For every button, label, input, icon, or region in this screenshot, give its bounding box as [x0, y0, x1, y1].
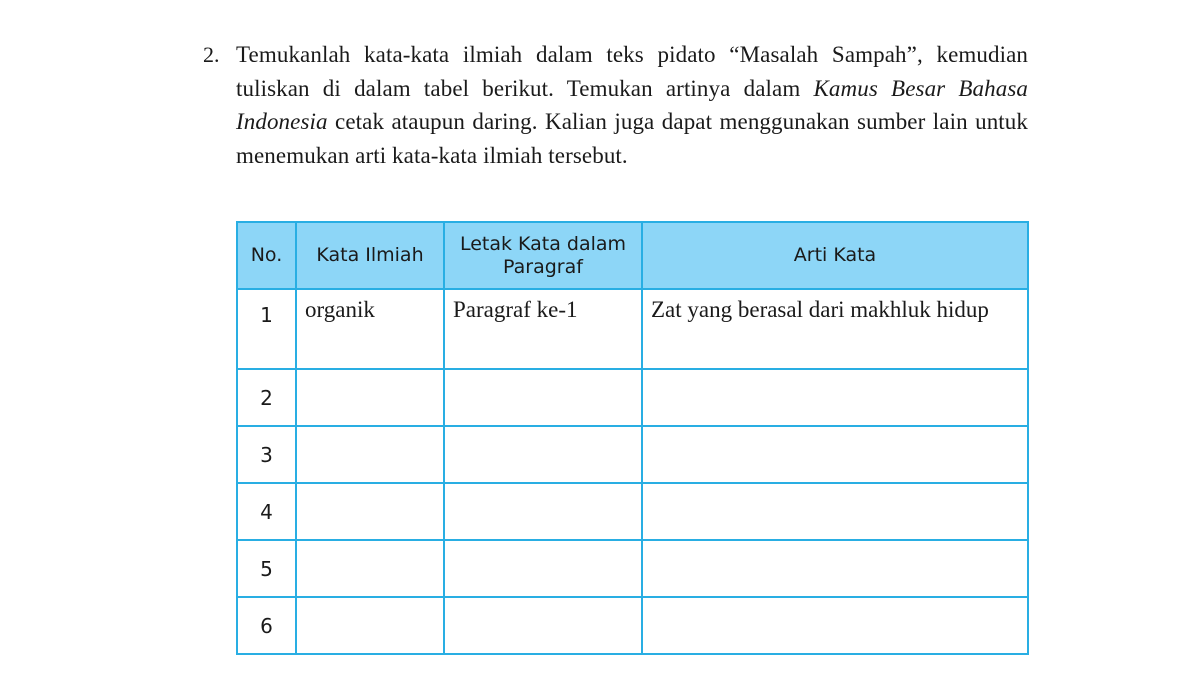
task-instruction: [236, 38, 1028, 172]
dictionary-title: Kamus Besar Bahasa Indonesia: [236, 75, 1028, 134]
table-row: [237, 483, 1028, 540]
cell-arti-kata[interactable]: [642, 369, 1028, 426]
cell-letak-kata[interactable]: [444, 540, 642, 597]
row-number: 1: [237, 289, 296, 369]
cell-letak-kata[interactable]: Paragraf ke-1: [444, 289, 642, 369]
header-kata-ilmiah: Kata Ilmiah: [296, 222, 444, 289]
table-header-row: [237, 222, 1028, 289]
cell-arti-kata[interactable]: Zat yang berasal dari makhluk hidup: [642, 289, 1028, 369]
instruction-text-part1: Temukanlah kata-kata ilmiah dalam teks pidato “Masalah Sampah”, kemudian tuliskan di dalam tabel berikut. Temukan artinya dalam: [236, 42, 1028, 101]
table-row: [237, 540, 1028, 597]
cell-kata-ilmiah[interactable]: [296, 540, 444, 597]
table-row: [237, 597, 1028, 654]
row-number: 2: [237, 369, 296, 426]
row-number: 5: [237, 540, 296, 597]
cell-letak-kata[interactable]: [444, 426, 642, 483]
table-row: [237, 369, 1028, 426]
row-number: 4: [237, 483, 296, 540]
cell-arti-kata[interactable]: [642, 540, 1028, 597]
table-row: [237, 289, 1028, 369]
cell-letak-kata[interactable]: [444, 369, 642, 426]
cell-arti-kata[interactable]: [642, 426, 1028, 483]
cell-letak-kata[interactable]: [444, 597, 642, 654]
row-number: 3: [237, 426, 296, 483]
cell-kata-ilmiah[interactable]: [296, 597, 444, 654]
cell-kata-ilmiah[interactable]: organik: [296, 289, 444, 369]
cell-kata-ilmiah[interactable]: [296, 483, 444, 540]
cell-arti-kata[interactable]: [642, 483, 1028, 540]
header-arti-kata: Arti Kata: [642, 222, 1028, 289]
header-letak-kata: Letak Kata dalam Paragraf: [444, 222, 642, 289]
cell-letak-kata[interactable]: [444, 483, 642, 540]
scientific-words-table: [236, 221, 1029, 655]
header-no: No.: [237, 222, 296, 289]
cell-kata-ilmiah[interactable]: [296, 426, 444, 483]
row-number: 6: [237, 597, 296, 654]
table-row: [237, 426, 1028, 483]
task-item: [203, 38, 1028, 172]
instruction-text-part2: cetak ataupun daring. Kalian juga dapat menggunakan sumber lain untuk menemukan arti kata-kata ilmiah tersebut.: [236, 109, 1028, 168]
task-number: 2.: [203, 42, 220, 67]
cell-kata-ilmiah[interactable]: [296, 369, 444, 426]
cell-arti-kata[interactable]: [642, 597, 1028, 654]
